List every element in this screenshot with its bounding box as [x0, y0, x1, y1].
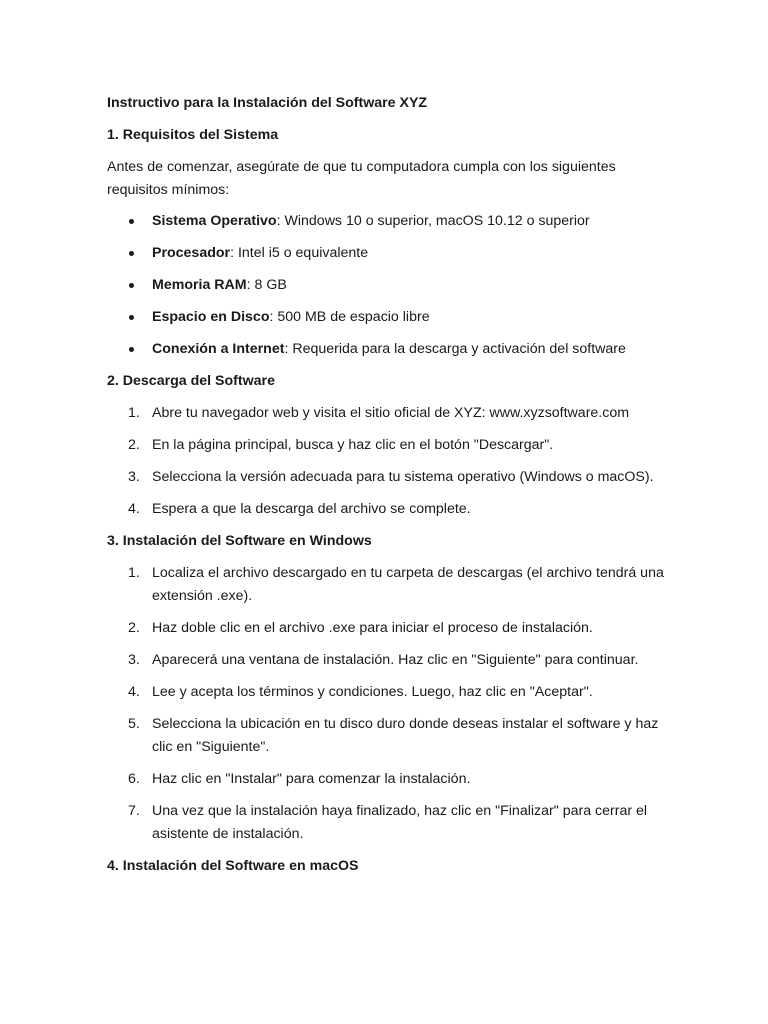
step-text: Espera a que la descarga del archivo se complete. [152, 501, 471, 517]
requirement-label: Conexión a Internet [152, 341, 285, 357]
requirement-label: Memoria RAM [152, 277, 247, 293]
requirement-label: Sistema Operativo [152, 213, 277, 229]
bullet-icon [129, 315, 134, 320]
section-heading-descarga: 2. Descarga del Software [107, 373, 275, 389]
step-number: 3. [128, 469, 140, 485]
step-text: Aparecerá una ventana de instalación. Haz clic en "Siguiente" para continuar. [152, 652, 639, 668]
section-heading-macos: 4. Instalación del Software en macOS [107, 858, 359, 874]
step-number: 1. [128, 565, 140, 581]
list-item [107, 306, 667, 329]
step-text: Haz doble clic en el archivo .exe para iniciar el proceso de instalación. [152, 620, 593, 636]
step-text: Selecciona la versión adecuada para tu sistema operativo (Windows o macOS). [152, 469, 654, 485]
bullet-icon [129, 219, 134, 224]
requirement-text: : Requerida para la descarga y activación del software [284, 341, 626, 357]
document-title: Instructivo para la Instalación del Software XYZ [107, 95, 428, 111]
requirement-text: : Windows 10 o superior, macOS 10.12 o superior [276, 213, 590, 229]
requisitos-intro: Antes de comenzar, asegúrate de que tu computadora cumpla con los siguientes requisitos mínimos: [107, 159, 616, 198]
step-number: 3. [128, 652, 140, 668]
requirement-label: Procesador [152, 245, 231, 261]
step-text: Haz clic en "Instalar" para comenzar la instalación. [152, 771, 471, 787]
list-item [107, 466, 667, 489]
list-item [107, 681, 667, 704]
bullet-icon [129, 283, 134, 288]
section-heading-requisitos: 1. Requisitos del Sistema [107, 127, 279, 143]
list-item [107, 242, 667, 265]
step-number: 2. [128, 620, 140, 636]
requisitos-list [107, 210, 667, 361]
step-number: 4. [128, 501, 140, 517]
step-text: Una vez que la instalación haya finalizado, haz clic en "Finalizar" para cerrar el asistente de instalación. [152, 803, 648, 842]
list-item [107, 562, 667, 608]
list-item [107, 649, 667, 672]
step-number: 4. [128, 684, 140, 700]
step-text: Localiza el archivo descargado en tu carpeta de descargas (el archivo tendrá una extensión .exe). [152, 565, 664, 604]
requirement-text: : 500 MB de espacio libre [269, 309, 430, 325]
step-number: 5. [128, 716, 140, 732]
document-page [107, 92, 667, 887]
list-item [107, 274, 667, 297]
step-number: 7. [128, 803, 140, 819]
step-text: Lee y acepta los términos y condiciones. Luego, haz clic en "Aceptar". [152, 684, 593, 700]
step-number: 6. [128, 771, 140, 787]
list-item [107, 800, 667, 846]
step-text: En la página principal, busca y haz clic en el botón "Descargar". [152, 437, 554, 453]
list-item [107, 434, 667, 457]
requirement-text: : 8 GB [246, 277, 287, 293]
descarga-steps [107, 402, 667, 521]
list-item [107, 498, 667, 521]
section-heading-windows: 3. Instalación del Software en Windows [107, 533, 372, 549]
bullet-icon [129, 347, 134, 352]
list-item [107, 617, 667, 640]
step-text: Abre tu navegador web y visita el sitio oficial de XYZ: www.xyzsoftware.com [152, 405, 630, 421]
list-item [107, 768, 667, 791]
step-text: Selecciona la ubicación en tu disco duro donde deseas instalar el software y haz clic en "Siguiente". [152, 716, 659, 755]
list-item [107, 402, 667, 425]
list-item [107, 338, 667, 361]
step-number: 2. [128, 437, 140, 453]
step-number: 1. [128, 405, 140, 421]
requirement-text: : Intel i5 o equivalente [230, 245, 369, 261]
bullet-icon [129, 251, 134, 256]
windows-steps [107, 562, 667, 846]
list-item [107, 210, 667, 233]
list-item [107, 713, 667, 759]
requirement-label: Espacio en Disco [152, 309, 270, 325]
